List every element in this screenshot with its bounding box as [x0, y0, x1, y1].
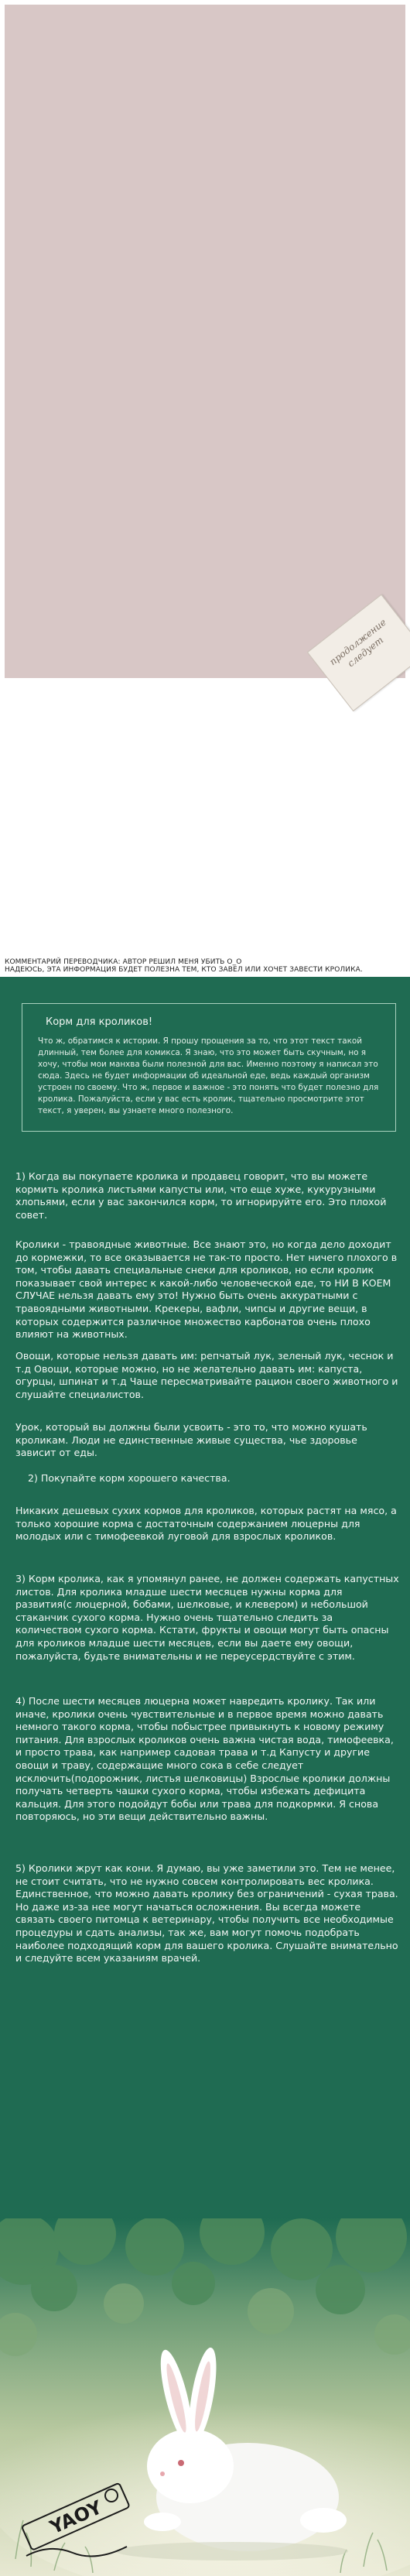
watermark-text: YAOY: [46, 2496, 106, 2539]
intro-title: Корм для кроликов!: [46, 1016, 153, 1028]
translator-comment-line-1: КОММЕНТАРИЙ ПЕРЕВОДЧИКА: АВТОР РЕШИЛ МЕНЯ УБИТЬ О_О: [5, 958, 242, 966]
comic-panel: [5, 5, 405, 678]
section-4-paragraph: Урок, который вы должны были усвоить - это то, что можно кушать кроликам. Люди не единственные живые существа, чье здоровье зависит от еды.: [15, 1421, 367, 1459]
watermark-logo: [19, 2472, 135, 2565]
section-8-paragraph: 4) После шести месяцев люцерна может навредить кролику. Так или иначе, кролики очень чувствительные и в первое время можно давать немного такого корма, чтобы побыстрее привыкнуть к новому режиму питания. Для взрослых кроликов очень важна чистая вода, тимофеевка, и просто трава, как например садовая трава и т.д Капусту и другие овощи и траву, содержащие много сока в себе следует исключить(подорожник, листья шелковицы) Взрослые кролики должны получать четверть чашки сухого корма, чтобы избежать дефицита кальция. Для этого подойдут бобы или трава для подкормки. Я снова повторяюсь, но эти вещи действительно важны.: [15, 1695, 394, 1823]
foliage: [0, 2218, 407, 2314]
section-2-paragraph: Кролики - травоядные животные. Все знают это, но когда дело доходит до кормежки, то все оказывается не так-то просто. Нет ничего плохого в том, чтобы давать специальные снеки для кроликов, но если кролик показывает свой интерес к какой-либо человеческой еде, то НИ В КОЕМ СЛУЧАЕ нельзя давать ему это! Нужно быть очень аккуратными с травоядными животными. Крекеры, вафли, чипсы и другие вещи, в которых содержится различное множество карбонатов очень плохо влияют на животных.: [15, 1238, 398, 1341]
section-5-heading: 2) Покупайте корм хорошего качества.: [28, 1472, 231, 1484]
section-1-paragraph: 1) Когда вы покупаете кролика и продавец говорит, что вы можете кормить кролика листьями капусты или, что еще хуже, кукурузными хлопьями, если у вас закончился корм, то игнорируйте его. Это плохой совет.: [15, 1170, 387, 1221]
continued-note-text: продолжение следует: [327, 616, 388, 670]
intro-text: Что ж, обратимся к истории. Я прошу прощения за то, что этот текст такой длинный, тем более для комикса. Я знаю, что это может быть скучным, но я хочу, чтобы мои манхва были полезной для вас. Именно поэтому я написал это сюда. Здесь не будет информации об идеальной еде, ведь каждый организм устроен по своему. Что ж, первое и важное - это понять что будет полезно для кролика. Пожалуйста, если у вас есть кролик, тщательно просмотрите этот текст, я уверен, вы узнаете много полезного.: [38, 1036, 379, 1115]
section-3-paragraph: Овощи, которые нельзя давать им: репчатый лук, зеленый лук, чеснок и т.д Овощи, которые можно, но не желательно давать им: капуста, огурцы, шпинат и т.д Чаще пересматривайте рацион своего животного и слушайте специалистов.: [15, 1350, 398, 1400]
section-9-paragraph: 5) Кролики жрут как кони. Я думаю, вы уже заметили это. Тем не менее, не стоит считать, что не нужно совсем контролировать вес кролика. Единственное, что можно давать кролику без ограничений - сухая трава. Но даже из-за нее могут начаться осложнения. Вы всегда можете связать своего питомца к ветеринару, чтобы получить все необходимые процедуры и сдать анализы, так же, вам могут помочь подобрать наиболее подходящий корм для вашего кролика. Слушайте внимательно и следуйте всем указаниям врачей.: [15, 1862, 398, 1965]
translator-comment: [5, 958, 407, 974]
section-6-paragraph: Никаких дешевых сухих кормов для кроликов, которых растят на мясо, а только хорошие корма с достаточным содержанием люцерны для молодых или с тимофеевкой луговой для взрослых кроликов.: [15, 1505, 397, 1543]
intro-box: [22, 1003, 396, 1132]
translator-comment-line-2: НАДЕЮСЬ, ЭТА ИНФОРМАЦИЯ БУДЕТ ПОЛЕЗНА ТЕМ, КТО ЗАВЕЛ ИЛИ ХОЧЕТ ЗАВЕСТИ КРОЛИКА.: [5, 966, 363, 974]
section-7-paragraph: 3) Корм кролика, как я упомянул ранее, не должен содержать капустных листов. Для кролика младше шести месяцев нужны корма для развития(с люцерной, бобами, шелковые, и клевером) и небольшой стаканчик сухого корма. Нужно очень тщательно следить за количеством сухого корма. Кстати, фрукты и овощи могут быть опасны для кроликов младше шести месяцев, если вы даете ему овощи, пожалуйста, будьте внимательны и не переусердствуйте с этим.: [15, 1573, 399, 1662]
